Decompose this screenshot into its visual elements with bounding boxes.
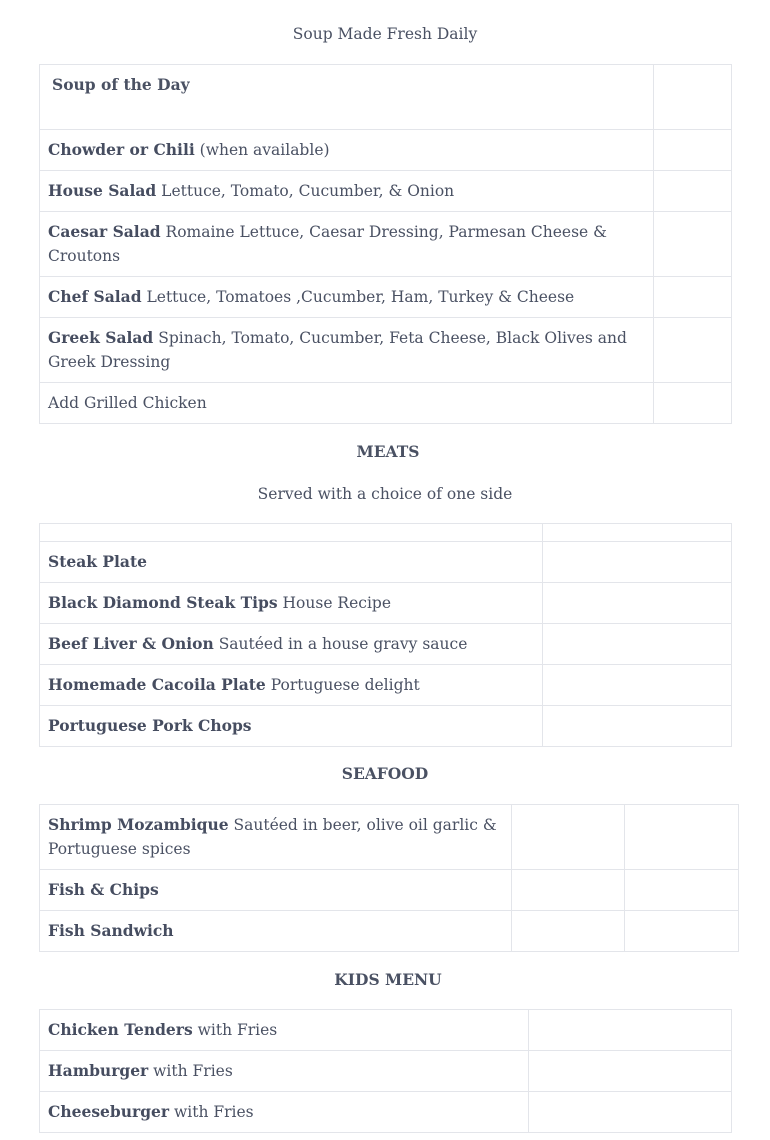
item-name: Fish & Chips	[48, 880, 159, 899]
item-name: Cheeseburger	[48, 1102, 170, 1121]
item-name: Chowder or Chili	[48, 140, 195, 159]
price-cell	[543, 624, 732, 665]
item-desc: (when available)	[194, 141, 330, 159]
price-cell	[654, 318, 732, 383]
menu-item	[40, 706, 543, 747]
item-desc: Portuguese delight	[265, 676, 420, 694]
table-row	[40, 805, 739, 870]
price-cell	[529, 1010, 732, 1051]
table-row	[40, 665, 732, 706]
item-desc: with Fries	[169, 1103, 254, 1121]
item-name: Beef Liver & Onion	[48, 634, 214, 653]
menu-item	[40, 870, 512, 911]
price-cell	[543, 665, 732, 706]
menu-item	[40, 1051, 529, 1092]
item-desc: Lettuce, Tomato, Cucumber, & Onion	[156, 182, 455, 200]
table-row	[40, 542, 732, 583]
item-desc: with Fries	[192, 1021, 278, 1039]
price-cell	[625, 870, 739, 911]
item-name: Black Diamond Steak Tips	[48, 593, 278, 612]
price-cell	[512, 911, 625, 952]
item-name: Caesar Salad	[48, 222, 161, 241]
menu-item	[40, 130, 654, 171]
seafood-table	[39, 804, 739, 952]
table-row	[40, 65, 732, 130]
price-cell	[625, 911, 739, 952]
price-cell	[625, 805, 739, 870]
seafood-heading: SEAFOOD	[341, 764, 429, 783]
item-name: Greek Salad	[48, 328, 154, 347]
empty-cell	[40, 524, 543, 542]
item-name: Shrimp Mozambique	[48, 815, 229, 834]
menu-item	[40, 542, 543, 583]
price-cell	[654, 130, 732, 171]
kids-table	[39, 1009, 732, 1133]
menu-item	[40, 1092, 529, 1133]
item-name: Hamburger	[48, 1061, 149, 1080]
menu-item	[40, 171, 654, 212]
item-desc: Romaine Lettuce, Caesar Dressing, Parmesan Cheese & Croutons	[48, 223, 607, 265]
price-cell	[543, 542, 732, 583]
menu-item	[40, 212, 654, 277]
price-cell	[654, 277, 732, 318]
menu-item	[40, 65, 654, 130]
price-cell	[654, 171, 732, 212]
item-name: Chicken Tenders	[48, 1020, 193, 1039]
table-row	[40, 212, 732, 277]
menu-item	[40, 624, 543, 665]
item-desc: Lettuce, Tomatoes ,Cucumber, Ham, Turkey & Cheese	[141, 288, 575, 306]
menu-item	[40, 318, 654, 383]
item-name: Fish Sandwich	[48, 921, 174, 940]
item-desc: Sautéed in beer, olive oil garlic & Portuguese spices	[48, 816, 497, 858]
table-row	[40, 1051, 732, 1092]
item-desc: Sautéed in a house gravy sauce	[213, 635, 468, 653]
menu-item	[40, 1010, 529, 1051]
table-row	[40, 870, 739, 911]
price-cell	[543, 583, 732, 624]
price-cell	[654, 65, 732, 130]
item-desc: Add Grilled Chicken	[48, 394, 207, 412]
meats-table	[39, 523, 732, 747]
table-row	[40, 171, 732, 212]
price-cell	[529, 1092, 732, 1133]
menu-item	[40, 583, 543, 624]
soups-salads-table	[39, 64, 732, 424]
empty-cell	[543, 524, 732, 542]
table-row	[40, 383, 732, 424]
menu-item	[40, 911, 512, 952]
meats-subtitle: Served with a choice of one side	[257, 485, 513, 503]
item-name: House Salad	[48, 181, 157, 200]
table-row	[40, 1010, 732, 1051]
table-row	[40, 706, 732, 747]
intro-heading: Soup Made Fresh Daily	[292, 25, 478, 43]
item-desc: House Recipe	[277, 594, 391, 612]
table-row	[40, 583, 732, 624]
price-cell	[543, 706, 732, 747]
item-name: Homemade Cacoila Plate	[48, 675, 266, 694]
kids-heading: KIDS MENU	[334, 970, 442, 989]
menu-item	[40, 277, 654, 318]
item-desc: with Fries	[148, 1062, 233, 1080]
table-row	[40, 624, 732, 665]
table-row	[40, 130, 732, 171]
item-desc: Spinach, Tomato, Cucumber, Feta Cheese, Black Olives and Greek Dressing	[48, 329, 627, 371]
table-row	[40, 911, 739, 952]
menu-item	[40, 805, 512, 870]
menu-item	[40, 383, 654, 424]
item-name: Portuguese Pork Chops	[48, 716, 252, 735]
table-row	[40, 1092, 732, 1133]
price-cell	[654, 383, 732, 424]
item-name: Chef Salad	[48, 287, 142, 306]
item-name: Soup of the Day	[52, 75, 190, 94]
menu-item	[40, 665, 543, 706]
item-name: Steak Plate	[48, 552, 148, 571]
meats-heading: MEATS	[356, 442, 420, 461]
price-cell	[654, 212, 732, 277]
table-row	[40, 524, 732, 542]
table-row	[40, 318, 732, 383]
price-cell	[512, 805, 625, 870]
price-cell	[512, 870, 625, 911]
table-row	[40, 277, 732, 318]
price-cell	[529, 1051, 732, 1092]
